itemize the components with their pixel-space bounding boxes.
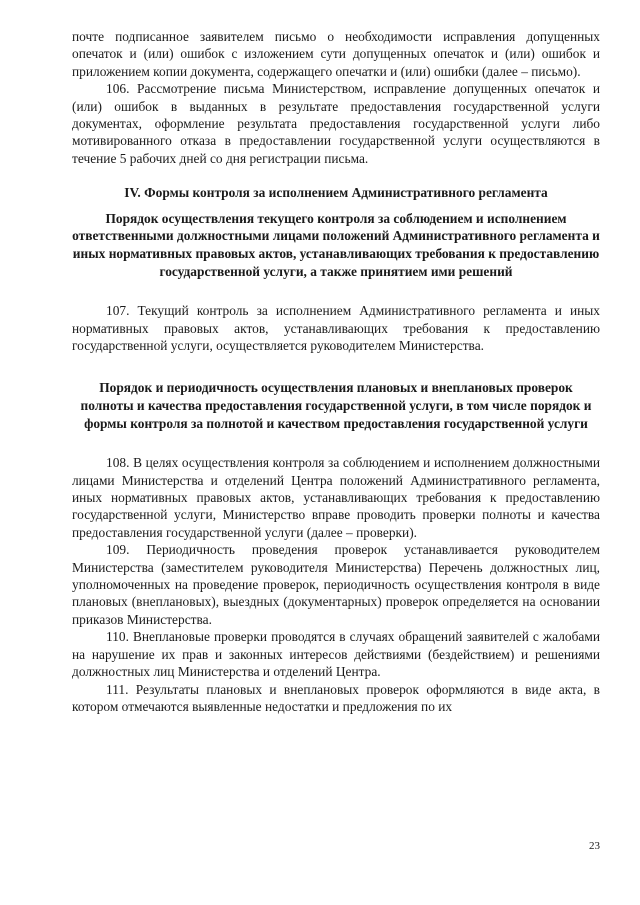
subheading-inspections: Порядок и периодичность осуществления плановых и внеплановых проверок полноты и качества предоставления государственной услуги, в том числе порядок и формы контроля за полнотой и качеством предоставления государственной услуги xyxy=(80,380,592,431)
paragraph-111: 111. Результаты плановых и внеплановых проверок оформляются в виде акта, в котором отмечаются выявленные недостатки и предложения по их xyxy=(72,681,600,714)
paragraph-109: 109. Периодичность проведения проверок устанавливается руководителем Министерства (заместителем руководителя Министерства) Перечень должностных лиц, уполномоченных на проведение проверок, периодичность осуществления контроля в виде плановых (внеплановых), выездных (документарных) проверок определяется на основании приказов Министерства. xyxy=(72,542,600,627)
paragraph-105-continuation: почте подписанное заявителем письмо о необходимости исправления допущенных опечаток и (или) ошибок с изложением сути допущенных опечаток и (или) ошибок и приложением копии документа, содержащего опечатки и (или) ошибки (далее – письмо). xyxy=(72,29,600,79)
paragraph-107: 107. Текущий контроль за исполнением Административного регламента и иных нормативных правовых актов, устанавливающих требования к предоставлению государственной услуги, осуществляется руководителем Министерства. xyxy=(72,303,600,354)
paragraph-110: 110. Внеплановые проверки проводятся в случаях обращений заявителей с жалобами на нарушение их прав и законных интересов действиями (бездействием) и решениями должностных лиц Министерства и отделений Центра. xyxy=(72,629,600,680)
document-page xyxy=(72,28,600,715)
paragraph-106: 106. Рассмотрение письма Министерством, исправление допущенных опечаток и (или) ошибок в выданных в результате предоставления государственной услуги документах, оформление результата предоставления государственной услуги либо мотивированного отказа в предоставлении государственной услуги осуществляются в течение 5 рабочих дней со дня регистрации письма. xyxy=(72,81,600,166)
subheading-current-control: Порядок осуществления текущего контроля за соблюдением и исполнением ответственными должностными лицами положений Административного регламента и иных нормативных правовых актов, устанавливающих требования к предоставлению государственной услуги, а также принятием ими решений xyxy=(72,210,600,279)
page-number: 23 xyxy=(589,840,600,852)
section-heading: IV. Формы контроля за исполнением Административного регламента xyxy=(124,185,548,201)
paragraph-108: 108. В целях осуществления контроля за соблюдением и исполнением должностными лицами Министерства и отделений Центра положений Административного регламента, иных нормативных правовых актов, устанавливающих требования к предоставлению государственной услуги, Министерство вправе проводить проверки полноты и качества предоставления государственной услуги (далее – проверки). xyxy=(72,455,600,540)
